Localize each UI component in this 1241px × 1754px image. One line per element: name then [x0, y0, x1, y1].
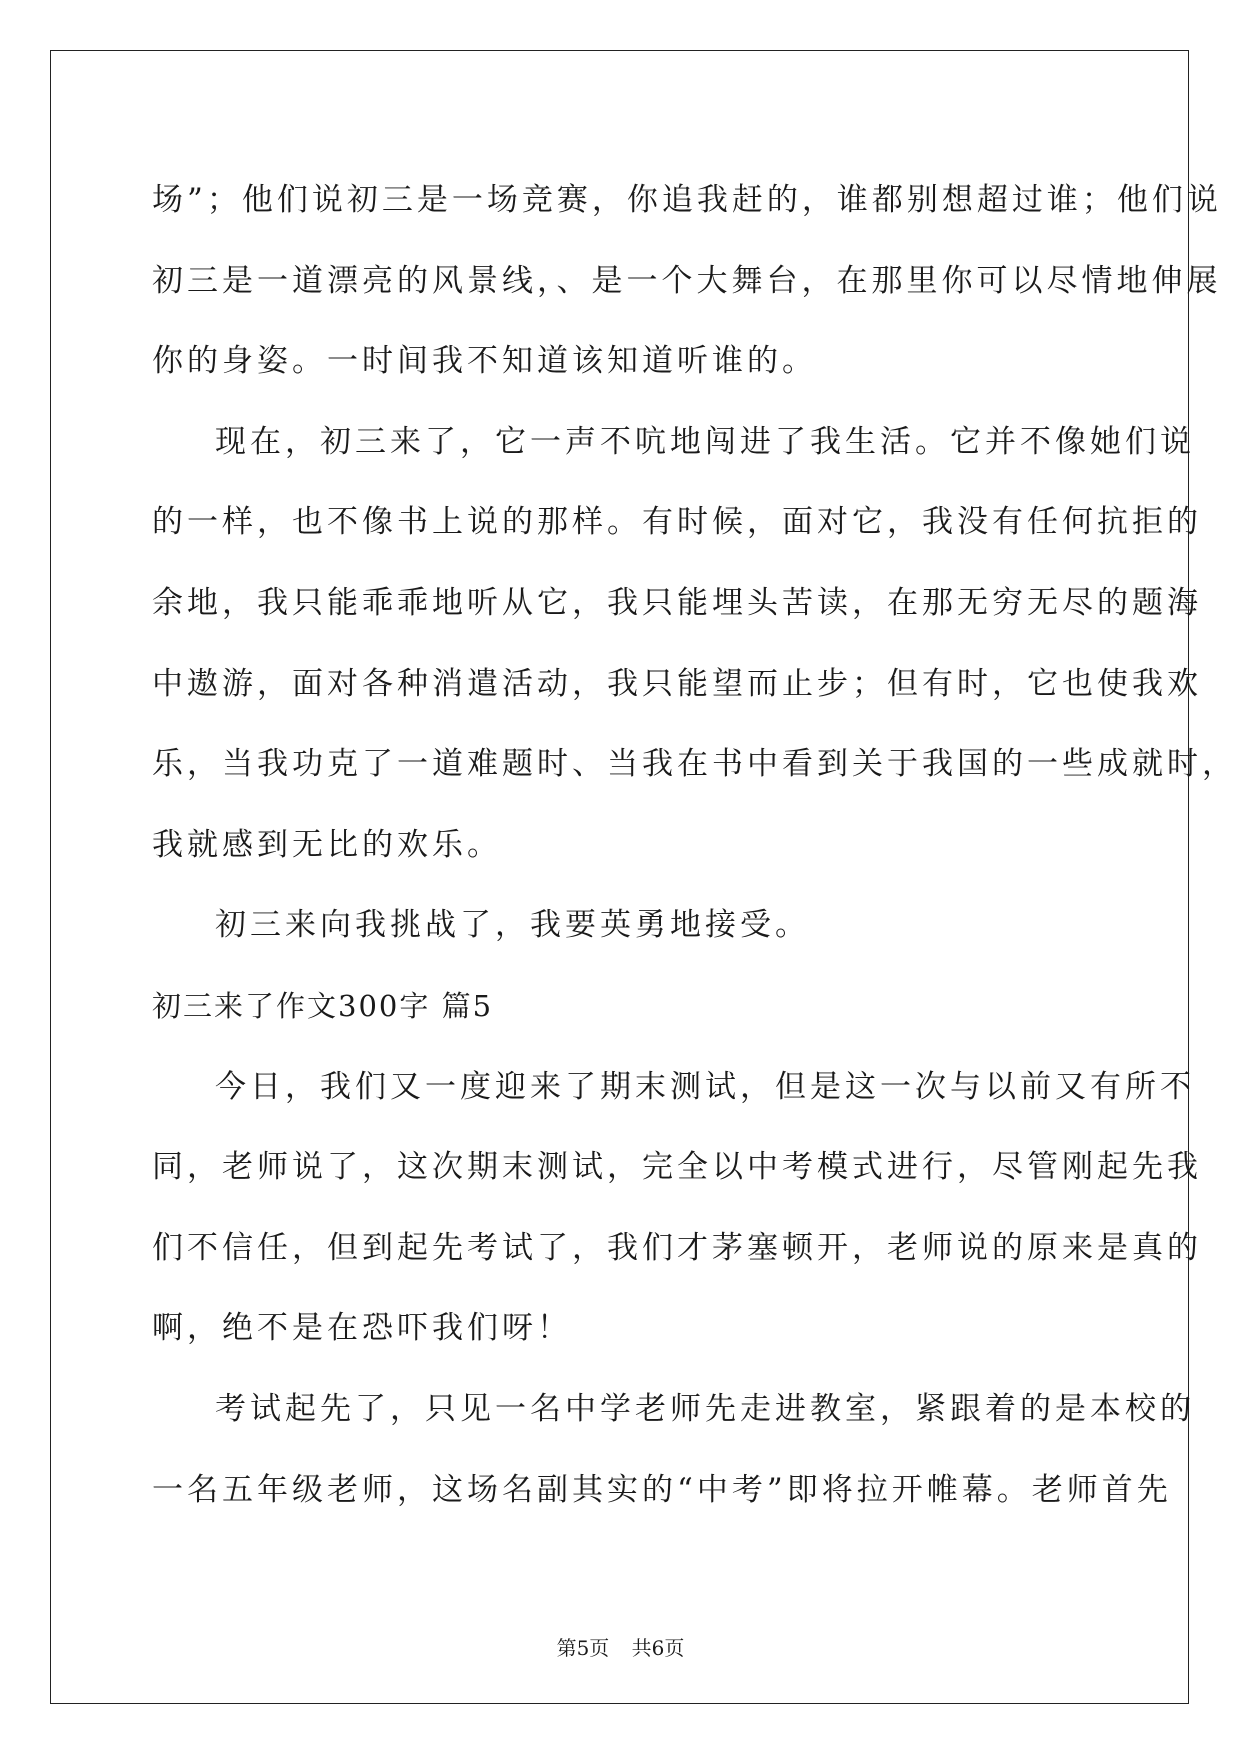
page-total: 共6页	[631, 1636, 685, 1660]
text-line: 们不信任，但到起先考试了，我们才茅塞顿开，老师说的原来是真的	[152, 1229, 1202, 1266]
page-footer	[0, 1632, 1241, 1661]
document-body	[152, 160, 1237, 1530]
section-heading: 初三来了作文300字 篇5	[152, 988, 494, 1023]
text-line: 场”；他们说初三是一场竞赛，你追我赶的，谁都别想超过谁；他们说	[152, 182, 1222, 218]
text-line: 啊，绝不是在恐吓我们呀！	[152, 1310, 572, 1347]
text-line: 今日，我们又一度迎来了期末测试，但是这一次与以前又有所不	[215, 1068, 1195, 1105]
text-line: 考试起先了，只见一名中学老师先走进教室，紧跟着的是本校的	[215, 1390, 1195, 1427]
text-line: 同，老师说了，这次期末测试，完全以中考模式进行，尽管刚起先我	[152, 1149, 1202, 1186]
text-line: 余地，我只能乖乖地听从它，我只能埋头苦读，在那无穷无尽的题海	[152, 584, 1202, 621]
text-line: 初三来向我挑战了，我要英勇地接受。	[215, 907, 810, 944]
page-number: 第5页	[556, 1636, 610, 1660]
text-line: 初三是一道漂亮的风景线，、是一个大舞台，在那里你可以尽情地伸展	[152, 262, 1222, 299]
text-line: 现在，初三来了，它一声不吭地闯进了我生活。它并不像她们说	[215, 423, 1195, 460]
text-line: 我就感到无比的欢乐。	[152, 826, 502, 863]
text-line: 的一样，也不像书上说的那样。有时候，面对它，我没有任何抗拒的	[152, 504, 1202, 541]
text-line: 你的身姿。一时间我不知道该知道听谁的。	[152, 343, 817, 380]
text-line: 中遨游，面对各种消遣活动，我只能望而止步；但有时，它也使我欢	[152, 665, 1202, 702]
text-line: 一名五年级老师，这场名副其实的“中考”即将拉开帷幕。老师首先	[152, 1471, 1172, 1508]
text-line: 乐，当我功克了一道难题时、当我在书中看到关于我国的一些成就时，	[152, 746, 1237, 783]
